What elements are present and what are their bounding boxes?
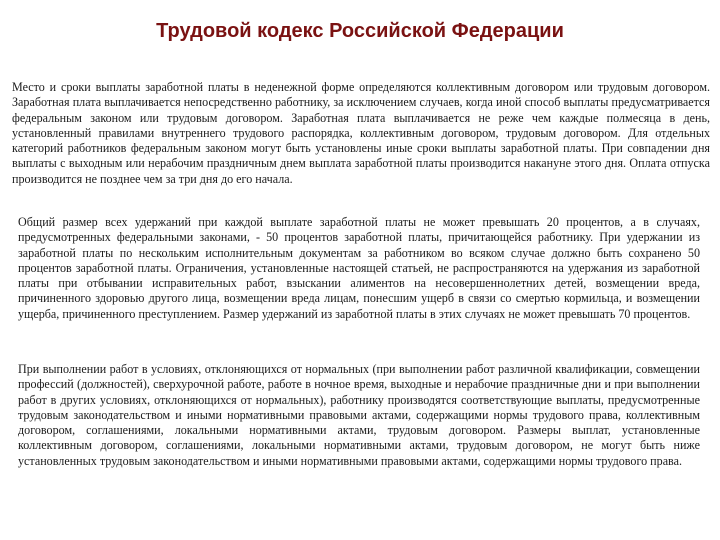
paragraph-special-conditions: При выполнении работ в условиях, отклоняющихся от нормальных (при выполнении работ различной квалификации, совмещении профессий (должностей), сверхурочной работе, работе в ночное время, выходные и нерабочие праздничные дни и при выполнении работ в других условиях, отклоняющихся от нормальных), работнику производятся соответствующие выплаты, предусмотренные трудовым законодательством и иными нормативными правовыми актами, содержащими нормы трудового права, коллективным договором, соглашениями, локальными нормативными актами, трудовым договором. Размеры выплат, установленные коллективным договором, соглашениями, локальными нормативными актами, трудовым договором, не могут быть ниже установленных трудовым законодательством и иными нормативными правовыми актами, содержащими нормы трудового права. xyxy=(18,362,700,468)
paragraph-payment-terms: Место и сроки выплаты заработной платы в неденежной форме определяются коллективным договором или трудовым договором. Заработная плата выплачивается непосредственно работнику, за исключением случаев, когда иной способ выплаты предусматривается федеральным законом или трудовым договором. Заработная плата выплачивается не реже чем каждые полмесяца в день, установленный правилами внутреннего трудового распорядка, коллективным договором, трудовым договором. Для отдельных категорий работников федеральным законом могут быть установлены иные сроки выплаты заработной платы. При совпадении дня выплаты с выходным или нерабочим праздничным днем выплата заработной платы производится накануне этого дня. Оплата отпуска производится не позднее чем за три дня до его начала. xyxy=(12,80,710,186)
paragraph-deductions: Общий размер всех удержаний при каждой выплате заработной платы не может превышать 20 процентов, а в случаях, предусмотренных федеральными законами, - 50 процентов заработной платы, причитающейся работнику. При удержании из заработной платы по нескольким исполнительным документам за работником во всяком случае должно быть сохранено 50 процентов заработной платы. Ограничения, установленные настоящей статьей, не распространяются на удержания из заработной платы при отбывании исправительных работ, взыскании алиментов на несовершеннолетних детей, возмещении вреда, причиненного здоровью другого лица, возмещении вреда лицам, понесшим ущерб в связи со смертью кормильца, и возмещении ущерба, причиненного преступлением. Размер удержаний из заработной платы в этих случаях не может превышать 70 процентов. xyxy=(18,215,700,321)
page-title: Трудовой кодекс Российской Федерации xyxy=(156,20,564,42)
